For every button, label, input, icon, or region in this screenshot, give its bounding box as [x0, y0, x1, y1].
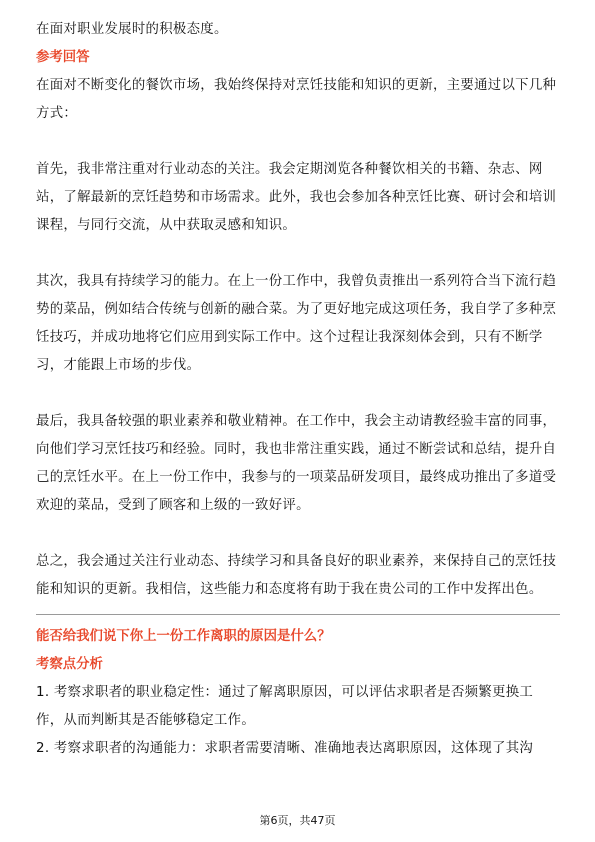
section-divider — [36, 614, 560, 615]
paragraph-gap — [36, 380, 560, 408]
page-number-footer: 第6页，共47页 — [259, 814, 336, 827]
answer-paragraph-5: 总之，我会通过关注行业动态、持续学习和具备良好的职业素养，来保持自己的烹饪技能和知识的更新。我相信，这些能力和态度将有助于我在贵公司的工作中发挥出色。 — [36, 554, 557, 597]
analysis-item-2: 2. 考察求职者的沟通能力：求职者需要清晰、准确地表达离职原因，这体现了其沟 — [36, 741, 534, 756]
answer-paragraph-3: 其次，我具有持续学习的能力。在上一份工作中，我曾负责推出一系列符合当下流行趋势的菜品，例如结合传统与创新的融合菜。为了更好地完成这项任务，我自学了多种烹饪技巧，并成功地将它们应用到实际工作中。这个过程让我深刻体会到，只有不断学习，才能跟上市场的步伐。 — [36, 274, 557, 373]
analysis-label: 考察点分析 — [36, 657, 103, 672]
answer-paragraph-2: 首先，我非常注重对行业动态的关注。我会定期浏览各种餐饮相关的书籍、杂志、网站，了解最新的烹饪趋势和市场需求。此外，我也会参加各种烹饪比赛、研讨会和培训课程，与同行交流，从中获取灵感和知识。 — [36, 162, 557, 233]
analysis-item-1: 1. 考察求职者的职业稳定性：通过了解离职原因，可以评估求职者是否频繁更换工作，从而判断其是否能够稳定工作。 — [36, 685, 534, 728]
paragraph-gap — [36, 240, 560, 268]
answer-paragraph-1: 在面对不断变化的餐饮市场，我始终保持对烹饪技能和知识的更新，主要通过以下几种方式： — [36, 78, 557, 121]
paragraph-gap — [36, 128, 560, 156]
next-question-heading: 能否给我们说下你上一份工作离职的原因是什么？ — [36, 629, 331, 644]
reference-answer-label: 参考回答 — [36, 50, 90, 65]
answer-paragraph-4: 最后，我具备较强的职业素养和敬业精神。在工作中，我会主动请教经验丰富的同事，向他们学习烹饪技巧和经验。同时，我也非常注重实践，通过不断尝试和总结，提升自己的烹饪水平。在上一份工作中，我参与的一项菜品研发项目，最终成功推出了多道受欢迎的菜品，受到了顾客和上级的一致好评。 — [36, 414, 557, 513]
intro-tail-text: 在面对职业发展时的积极态度。 — [36, 22, 228, 37]
paragraph-gap — [36, 520, 560, 548]
page-content — [36, 16, 560, 763]
